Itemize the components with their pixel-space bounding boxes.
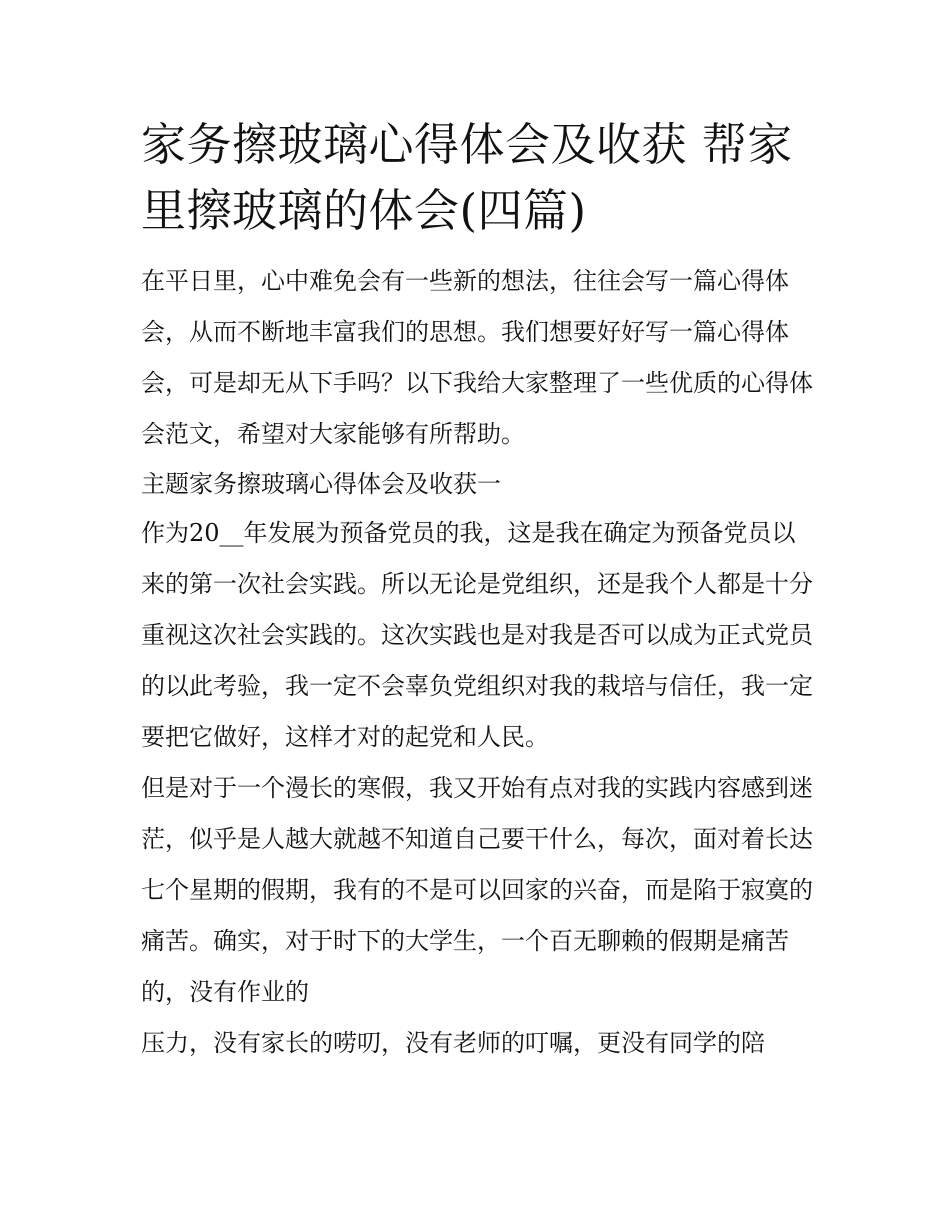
paragraph-intro: 在平日里，心中难免会有一些新的想法，往往会写一篇心得体会，从而不断地丰富我们的思想。我们想要好好写一篇心得体会，可是却无从下手吗？以下我给大家整理了一些优质的心得体会范文，希望对大家能够有所帮助。 [141,267,813,448]
document-title: 家务擦玻璃心得体会及收获 帮家里擦玻璃的体会(四篇) [141,118,793,237]
document-page [141,112,813,1069]
paragraph-continued: 压力，没有家长的唠叨，没有老师的叮嘱，更没有同学的陪 [141,1029,765,1057]
paragraph-section-heading: 主题家务擦玻璃心得体会及收获一 [141,470,501,498]
paragraph-practice: 作为20__年发展为预备党员的我，这是我在确定为预备党员以来的第一次社会实践。所以无论是党组织，还是我个人都是十分重视这次社会实践的。这次实践也是对我是否可以成为正式党员的以此考验，我一定不会辜负党组织对我的栽培与信任，我一定要把它做好，这样才对的起党和人民。 [141,519,813,751]
paragraph-winter-break: 但是对于一个漫长的寒假，我又开始有点对我的实践内容感到迷茫，似乎是人越大就越不知道自己要干什么，每次，面对着长达七个星期的假期，我有的不是可以回家的兴奋，而是陷于寂寞的痛苦。确实，对于时下的大学生，一个百无聊赖的假期是痛苦的，没有作业的 [141,774,813,1006]
document-body [141,256,813,1069]
